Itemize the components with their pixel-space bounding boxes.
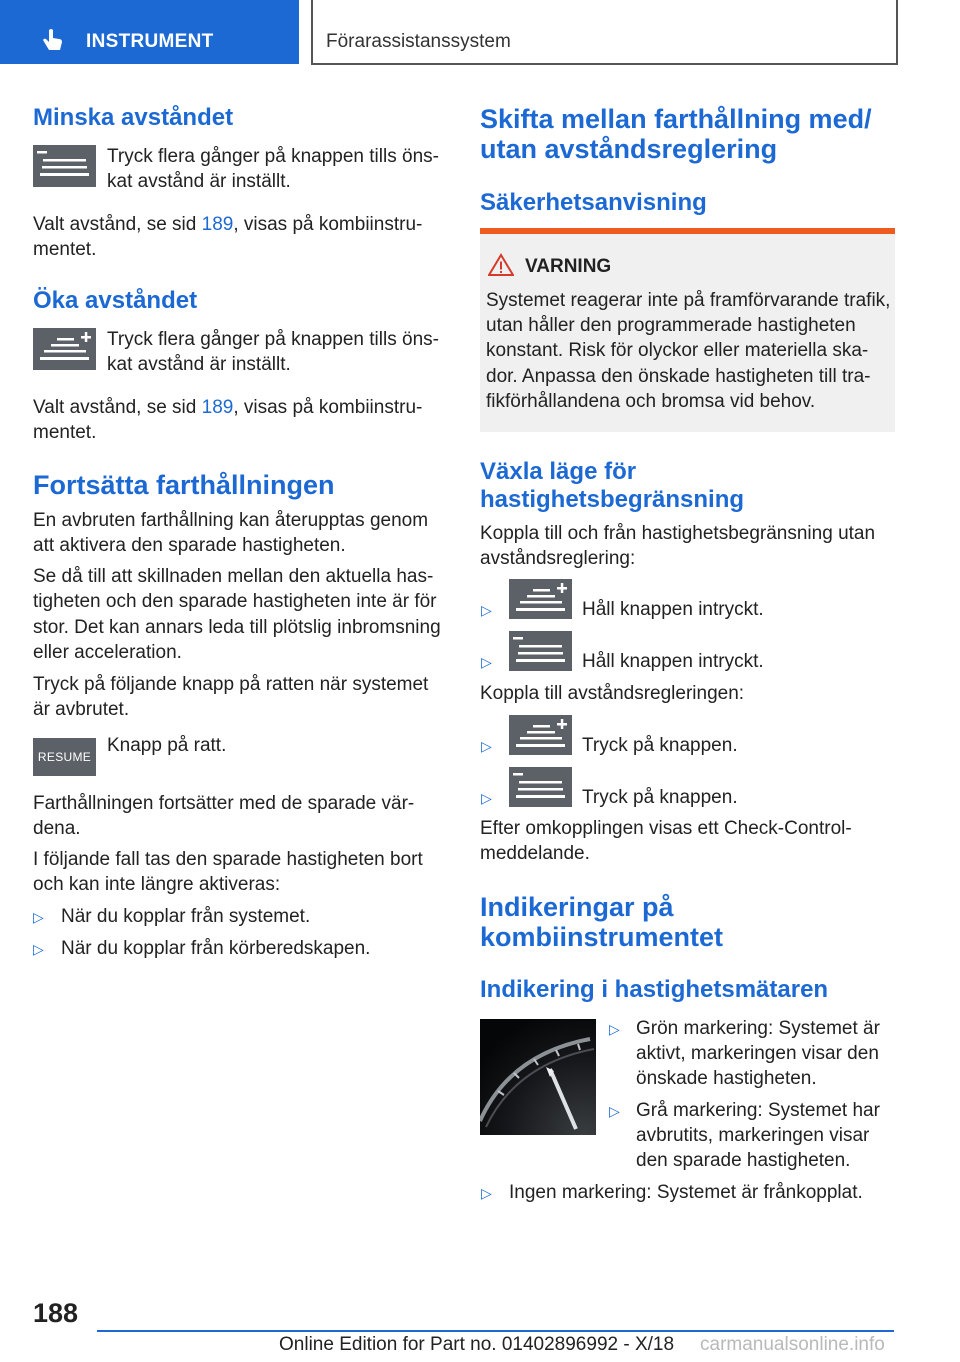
resume-icon-text: RESUME xyxy=(37,750,92,764)
heading-indikeringar-1: Indikeringar på xyxy=(480,892,674,922)
distance-increase-icon xyxy=(509,715,572,755)
vaxla-p3-2: meddelande. xyxy=(480,843,590,864)
heading-hastighetsmataren: Indikering i hastighetsmätaren xyxy=(480,976,829,1003)
fortsatta-p2-1: Se då till att skillnaden mellan den aktuella has- xyxy=(33,566,434,587)
oka-text-2: kat avstånd är inställt. xyxy=(107,354,291,375)
list-item xyxy=(481,733,492,760)
list-item xyxy=(481,785,492,812)
distance-decrease-icon xyxy=(509,631,572,671)
triangle-bullet-icon: ▷ xyxy=(481,1185,492,1201)
footer-edition: Online Edition for Part no. 01402896992 - X/18 xyxy=(279,1334,675,1355)
vaxla-press-1: Tryck på knappen. xyxy=(582,735,738,756)
warning-line-4: dor. Anpassa den önskade hastigheten till tra- xyxy=(486,366,871,387)
heading-vaxla-1: Växla läge för xyxy=(480,458,637,485)
vaxla-p1-1: Koppla till och från hastighetsbegränsning utan xyxy=(480,523,876,544)
fortsatta-p1-1: En avbruten farthållning kan återupptas genom xyxy=(33,510,429,531)
distance-increase-icon xyxy=(509,579,572,619)
speedometer-image xyxy=(480,1019,596,1135)
vaxla-p2: Koppla till avståndsregleringen: xyxy=(480,683,745,704)
oka-ref-cont: mentet. xyxy=(33,422,97,443)
hand-pointer-icon xyxy=(40,28,66,54)
triangle-bullet-icon: ▷ xyxy=(481,790,492,806)
minska-ref-cont: mentet. xyxy=(33,239,97,260)
fortsatta-p2-2: tigheten och den sparade hastigheten inte är för xyxy=(33,591,437,612)
oka-text-1: Tryck flera gånger på knappen tills öns- xyxy=(107,329,439,350)
ind-b2-3: den sparade hastigheten. xyxy=(636,1150,851,1171)
list-item xyxy=(481,597,492,624)
distance-decrease-icon xyxy=(33,145,96,187)
triangle-bullet-icon: ▷ xyxy=(481,602,492,618)
section-header-label: Förarassistanssystem xyxy=(326,31,511,52)
heading-fortsatta: Fortsätta farthållningen xyxy=(33,470,335,500)
chapter-tab-label: INSTRUMENT xyxy=(86,31,214,52)
warning-triangle-icon xyxy=(488,253,514,277)
warning-line-3: konstant. Risk för olyckor eller materiella ska- xyxy=(486,340,869,361)
chapter-tab[interactable] xyxy=(0,0,299,64)
vaxla-hold-1: Håll knappen intryckt. xyxy=(582,599,764,620)
triangle-bullet-icon: ▷ xyxy=(33,941,44,957)
triangle-bullet-icon: ▷ xyxy=(481,738,492,754)
fortsatta-p1-2: att aktivera den sparade hastigheten. xyxy=(33,535,346,556)
heading-skifta-2: utan avståndsreglering xyxy=(480,134,778,164)
ind-b3: Ingen markering: Systemet är frånkopplat. xyxy=(509,1182,863,1203)
oka-ref: Valt avstånd, se sid 189, visas på kombiinstru- xyxy=(33,397,423,418)
minska-text-1: Tryck flera gånger på knappen tills öns- xyxy=(107,146,439,167)
warning-label: VARNING xyxy=(525,256,612,277)
fortsatta-bullet-2: När du kopplar från körberedskapen. xyxy=(61,938,371,959)
heading-skifta-1: Skifta mellan farthållning med/ xyxy=(480,104,872,134)
list-item xyxy=(33,936,44,963)
fortsatta-bullet-1: När du kopplar från systemet. xyxy=(61,906,311,927)
heading-minska: Minska avståndet xyxy=(33,104,234,131)
section-header xyxy=(311,0,898,65)
distance-increase-icon xyxy=(33,328,96,370)
warning-line-2: utan håller den programmerade hastigheten xyxy=(486,315,856,336)
fortsatta-p3-2: är avbrutet. xyxy=(33,699,130,720)
ind-b2-1: Grå markering: Systemet har xyxy=(636,1100,880,1121)
fortsatta-p5-2: och kan inte längre aktiveras: xyxy=(33,874,281,895)
vaxla-press-2: Tryck på knappen. xyxy=(582,787,738,808)
resume-button-icon xyxy=(33,738,96,776)
triangle-bullet-icon: ▷ xyxy=(33,909,44,925)
watermark: carmanualsonline.info xyxy=(700,1334,885,1355)
list-item xyxy=(481,649,492,676)
page-link-189[interactable]: 189 xyxy=(201,214,234,235)
triangle-bullet-icon: ▷ xyxy=(481,654,492,670)
minska-text-2: kat avstånd är inställt. xyxy=(107,171,291,192)
heading-oka: Öka avståndet xyxy=(33,287,198,314)
fortsatta-p4-2: dena. xyxy=(33,818,81,839)
ind-b1-2: aktivt, markeringen visar den xyxy=(636,1043,879,1064)
ind-b2-2: avbrutits, markeringen visar xyxy=(636,1125,870,1146)
list-item xyxy=(609,1016,620,1043)
list-item xyxy=(609,1098,620,1125)
heading-indikeringar-2: kombiinstrumentet xyxy=(480,922,724,952)
footer-rule xyxy=(97,1330,894,1332)
ind-b1-3: önskade hastigheten. xyxy=(636,1068,817,1089)
vaxla-p1-2: avståndsreglering: xyxy=(480,548,636,569)
warning-line-1: Systemet reagerar inte på framförvarande trafik, xyxy=(486,290,891,311)
minska-ref: Valt avstånd, se sid 189, visas på kombiinstru- xyxy=(33,214,423,235)
heading-sakerhet: Säkerhetsanvisning xyxy=(480,189,707,216)
fortsatta-p2-3: stor. Det kan annars leda till plötslig inbromsning xyxy=(33,617,441,638)
list-item xyxy=(481,1180,492,1207)
page-link-189[interactable]: 189 xyxy=(201,397,234,418)
list-item xyxy=(33,904,44,931)
distance-decrease-icon xyxy=(509,767,572,807)
vaxla-p3-1: Efter omkopplingen visas ett Check-Control- xyxy=(480,818,852,839)
triangle-bullet-icon: ▷ xyxy=(609,1103,620,1119)
heading-vaxla-2: hastighetsbegränsning xyxy=(480,486,745,513)
page-number: 188 xyxy=(33,1298,79,1328)
resume-label: Knapp på ratt. xyxy=(107,735,227,756)
triangle-bullet-icon: ▷ xyxy=(609,1021,620,1037)
fortsatta-p3-1: Tryck på följande knapp på ratten när systemet xyxy=(33,674,429,695)
warning-line-5: fikförhållandena och bromsa vid behov. xyxy=(486,391,816,412)
vaxla-hold-2: Håll knappen intryckt. xyxy=(582,651,764,672)
ind-b1-1: Grön markering: Systemet är xyxy=(636,1018,880,1039)
fortsatta-p4-1: Farthållningen fortsätter med de sparade vär- xyxy=(33,793,415,814)
fortsatta-p2-4: eller acceleration. xyxy=(33,642,182,663)
fortsatta-p5-1: I följande fall tas den sparade hastigheten bort xyxy=(33,849,423,870)
